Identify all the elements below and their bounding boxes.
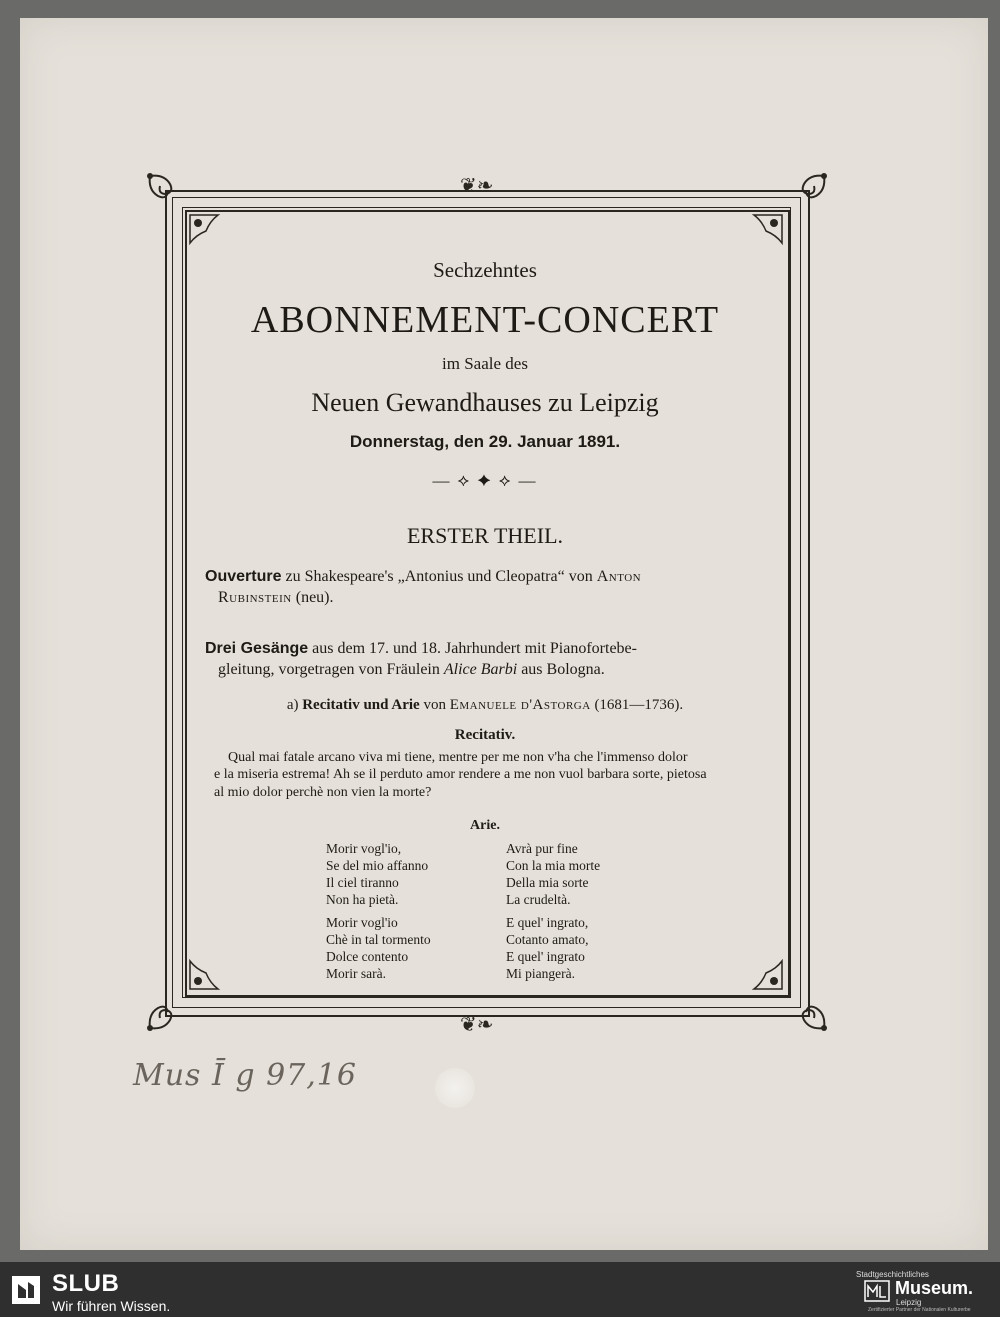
- overture-entry: [205, 566, 745, 587]
- corner-ornament-icon: [776, 170, 830, 224]
- arie-left-line: Il ciel tiranno: [326, 875, 399, 890]
- concert-ordinal: Sechzehntes: [433, 258, 537, 282]
- rosette-ornament-icon: [748, 213, 784, 249]
- arie-left-line: Chè in tal tormento: [326, 932, 431, 947]
- museum-prefix: Stadtgeschichtliches: [856, 1270, 929, 1279]
- arie-left-line: Morir sarà.: [326, 966, 386, 981]
- top-flourish-icon: ❦❧: [460, 175, 494, 197]
- arie-right-line: La crudeltà.: [506, 892, 571, 907]
- arie-right-line: Avrà pur fine: [506, 841, 578, 856]
- item-a-years: (1681—1736).: [590, 697, 684, 713]
- arie-left-line: Non ha pietà.: [326, 892, 399, 907]
- singer-name: Alice Barbi: [443, 661, 518, 678]
- handwritten-shelfmark: Mus Ī g 97,16: [133, 1058, 357, 1093]
- section-divider-icon: — ⟡ ✦ ⟡ —: [432, 471, 538, 490]
- arie-right-line: E quel' ingrato: [506, 949, 585, 964]
- museum-name[interactable]: Museum.: [895, 1278, 974, 1298]
- arie-right-line: Con la mia morte: [506, 858, 601, 873]
- arie-right-line: Cotanto amato,: [506, 932, 589, 947]
- item-a-title: Recitativ und Arie: [302, 697, 420, 713]
- recitativ-line-3: al mio dolor perchè non vien la morte?: [214, 785, 432, 800]
- rosette-ornament-icon: [188, 955, 224, 991]
- venue-prefix: im Saale des: [442, 354, 528, 373]
- overture-text: zu Shakespeare's „Antonius und Cleopatra“ von: [281, 568, 597, 585]
- item-a-von: von: [419, 697, 450, 713]
- arie-left-line: Morir vogl'io,: [326, 841, 402, 856]
- library-tagline: Wir führen Wissen.: [52, 1298, 171, 1314]
- overture-entry-cont: [218, 587, 334, 608]
- item-a: [200, 697, 770, 714]
- songs-entry: [205, 638, 745, 659]
- paper-stain: [435, 1068, 475, 1108]
- recitativ-line-1: Qual mai fatale arcano viva mi tiene, mentre per me non v'ha che l'immenso dolor: [228, 750, 688, 765]
- songs-text-2: gleitung, vorgetragen von Fräulein: [218, 661, 444, 678]
- slub-logo-icon[interactable]: [12, 1276, 40, 1304]
- concert-date: Donnerstag, den 29. Januar 1891.: [349, 432, 621, 451]
- item-a-composer: Emanuele d'Astorga: [449, 697, 591, 713]
- museum-city: Leipzig: [896, 1298, 922, 1307]
- overture-suffix: (neu).: [291, 589, 334, 606]
- venue-name: Neuen Gewandhauses zu Leipzig: [311, 388, 659, 417]
- recitativ-line-2: e la miseria estrema! Ah se il perduto amor rendere a me non vuol barbara sorte, pietosa: [214, 767, 707, 782]
- arie-left-line: Se del mio affanno: [326, 858, 429, 873]
- arie-right-line: Mi piangerà.: [506, 966, 575, 981]
- songs-text: aus dem 17. und 18. Jahrhundert mit Pianofortebe-: [308, 640, 637, 657]
- overture-composer-last: Rubinstein: [218, 589, 292, 606]
- library-name[interactable]: SLUB: [52, 1270, 120, 1297]
- part-title: ERSTER THEIL.: [406, 523, 564, 548]
- songs-entry-cont: [218, 659, 605, 680]
- museum-fineprint: Zertifizierter Partner der Nationalen Kulturerbe: [868, 1307, 971, 1313]
- rosette-ornament-icon: [188, 213, 224, 249]
- arie-heading: Arie.: [470, 818, 500, 833]
- bottom-flourish-icon: ❦❧: [460, 1014, 494, 1036]
- item-a-prefix: a): [286, 697, 303, 713]
- arie-left-line: Dolce contento: [326, 949, 409, 964]
- arie-right-line: Della mia sorte: [506, 875, 589, 890]
- songs-label: Drei Gesänge: [205, 640, 309, 657]
- songs-text-3: aus Bologna.: [517, 661, 605, 678]
- arie-left-line: Morir vogl'io: [326, 915, 398, 930]
- concert-title: ABONNEMENT-CONCERT: [250, 299, 720, 341]
- rosette-ornament-icon: [748, 955, 784, 991]
- overture-composer-first: Anton: [596, 568, 642, 585]
- corner-ornament-icon: [776, 980, 830, 1034]
- arie-right-line: E quel' ingrato,: [506, 915, 589, 930]
- museum-logo-icon[interactable]: [864, 1280, 890, 1302]
- recitativ-heading: Recitativ.: [454, 727, 516, 743]
- overture-label: Ouverture: [205, 568, 282, 585]
